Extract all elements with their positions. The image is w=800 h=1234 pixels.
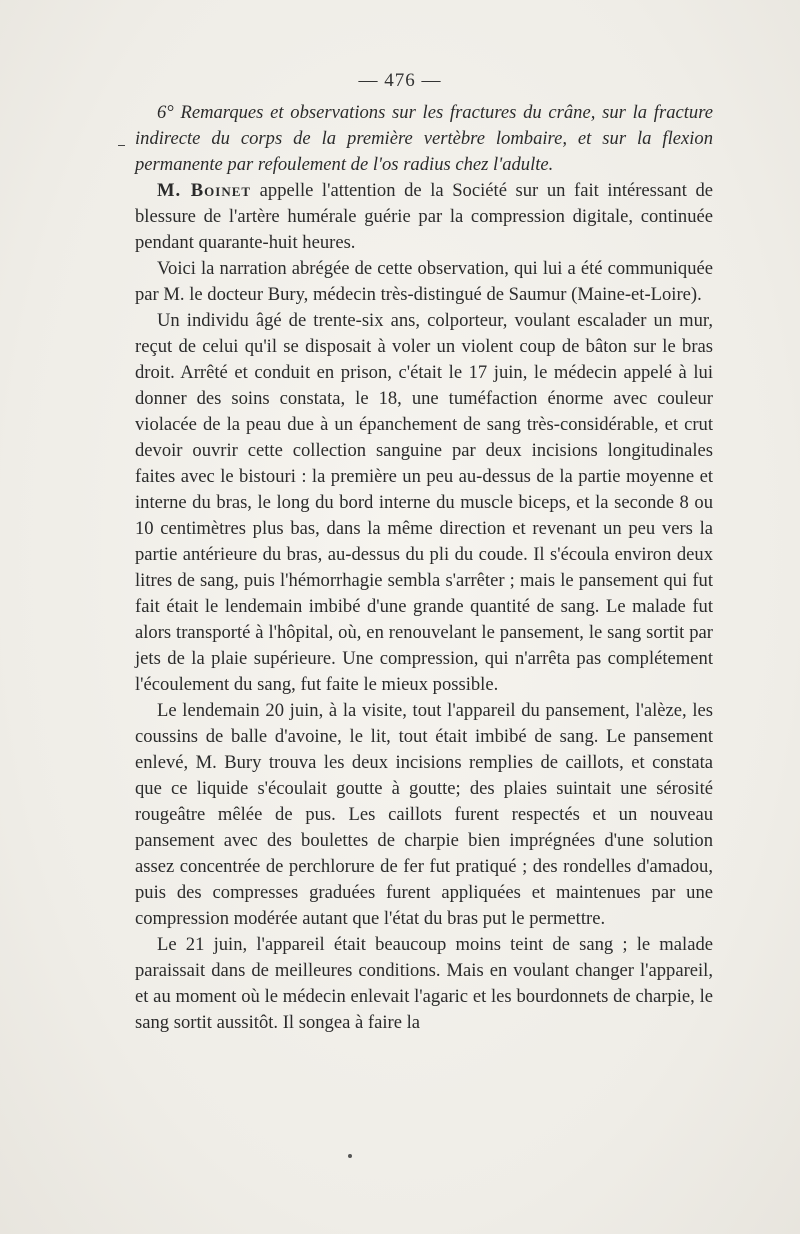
page-number: — 476 — — [358, 70, 442, 91]
paragraph-1-text: appelle l'attention de la Société sur un fait intéressant de blessure de l'artère humérale guérie par la compression digitale, continuée pendant quarante-huit heures. — [135, 180, 713, 253]
paragraph-2: Voici la narration abrégée de cette observation, qui lui a été communiquée par M. le docteur Bury, médecin très-distingué de Saumur (Maine-et-Loire). — [135, 258, 713, 305]
paragraph-4: Le lendemain 20 juin, à la visite, tout l'appareil du pansement, l'alèze, les coussins de balle d'avoine, le lit, tout était imbibé de sang. Le pansement enlevé, M. Bury trouva les deux incisions remplies de caillots, et constata que ce liquide s'écoulait goutte à goutte; des plaies suintait une sérosité rougeâtre mêlée de pus. Les caillots furent respectés et un nouveau pansement avec des boulettes de charpie bien imprégnées d'une solution assez concentrée de perchlorure de fer fut pratiqué ; des rondelles d'amadou, puis des compresses graduées furent appliquées et maintenues par une compression modérée autant que l'état du bras put le permettre. — [135, 700, 713, 929]
paragraph-1 — [135, 178, 713, 256]
paragraph-5: Le 21 juin, l'appareil était beaucoup moins teint de sang ; le malade paraissait dans de meilleures conditions. Mais en voulant changer l'appareil, et au moment où le médecin enlevait l'agaric et les bourdonnets de charpie, le sang sortit aussitôt. Il songea à faire la — [135, 934, 713, 1033]
author-name: M. Boinet — [157, 180, 252, 201]
paragraph-3: Un individu âgé de trente-six ans, colporteur, voulant escalader un mur, reçut de celui qu'il se disposait à voler un violent coup de bâton sur le bras droit. Arrêté et conduit en prison, c'était le 17 juin, le médecin appelé à lui donner des soins constata, le 18, une tuméfaction énorme avec couleur violacée de la peau due à un épanchement de sang très-considérable, et crut devoir ouvrir cette collection sanguine par deux incisions longitudinales faites avec le bistouri : la première un peu au-dessus de la partie moyenne et interne du bras, le long du bord interne du muscle biceps, et la seconde 8 ou 10 centimètres plus bas, dans la même direction et revenant un peu vers la partie antérieure du bras, au-dessus du pli du coude. Il s'écoula environ deux litres de sang, puis l'hémorrhagie sembla s'arrêter ; mais le pansement qui fut fait était le lendemain imbibé d'une grande quantité de sang. Le malade fut alors transporté à l'hôpital, où, en renouvelant le pansement, le sang sortit par jets de la plaie supérieure. Une compression, qui n'arrêta pas complétement l'écoulement du sang, fut faite le mieux possible. — [135, 310, 713, 695]
main-text — [135, 100, 713, 1036]
section-title: 6° Remarques et observations sur les fractures du crâne, sur la fracture indirecte du corps de la première vertèbre lombaire, et sur la flexion permanente par refoulement de l'os radius chez l'adulte. — [135, 102, 713, 175]
ink-dot — [348, 1154, 352, 1158]
margin-mark — [118, 145, 125, 146]
